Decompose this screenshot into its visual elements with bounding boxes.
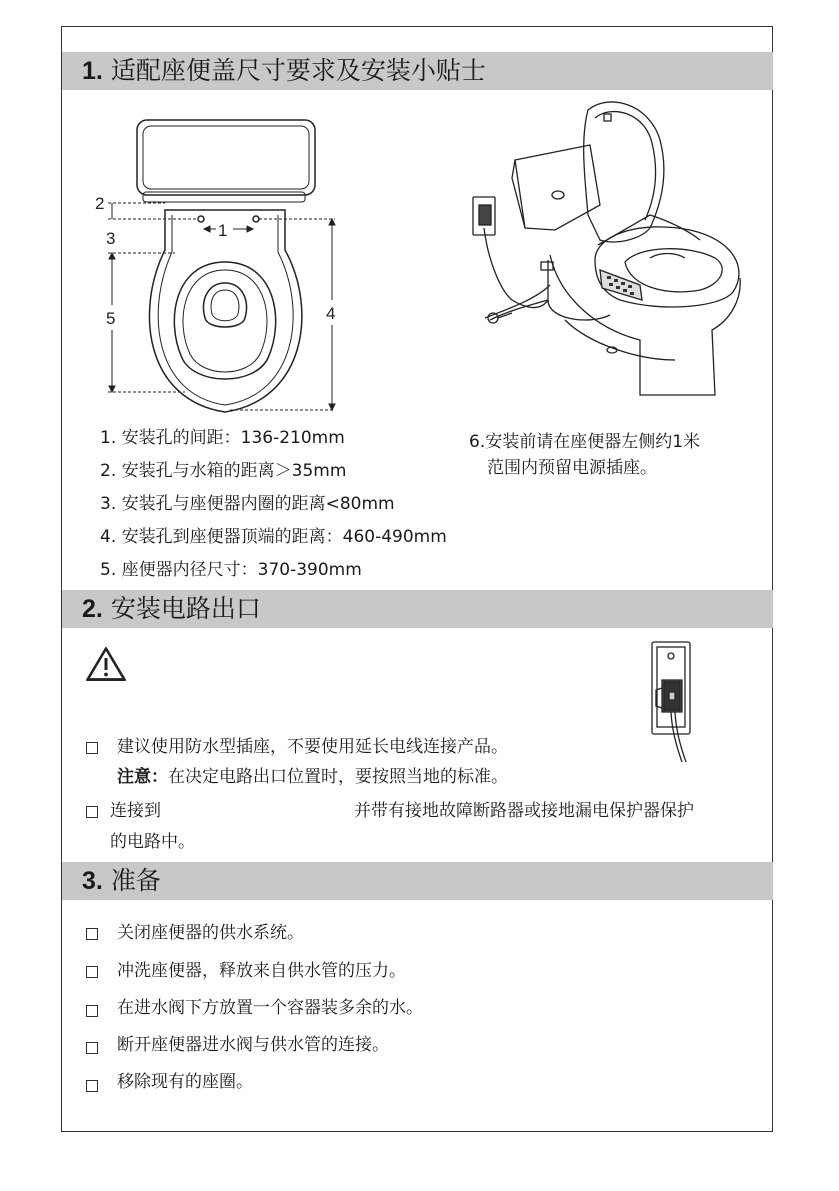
checkbox <box>86 928 98 940</box>
section-title-text: 准备 <box>110 866 161 895</box>
spec-item: 1. 安装孔的间距：136-210mm <box>100 428 345 448</box>
checkbox <box>86 1005 98 1017</box>
checkbox <box>86 806 98 818</box>
electrical-item-1: 建议使用防水型插座，不要使用延长电线连接产品。 <box>117 737 508 757</box>
section-title-text: 适配座便盖尺寸要求及安装小贴士 <box>110 56 486 85</box>
spec-item: 2. 安装孔与水箱的距离＞35mm <box>100 461 347 481</box>
spec-item: 4. 安装孔到座便器顶端的距离：460-490mm <box>100 527 447 547</box>
checkbox <box>86 966 98 978</box>
spec-item: 5. 座便器内径尺寸：370-390mm <box>100 560 362 580</box>
electrical-item-2-end: 并带有接地故障断路器或接地漏电保护器保护 <box>354 801 694 821</box>
section-number: 2. <box>82 595 103 623</box>
checkbox <box>86 1042 98 1054</box>
dim-label-2: 2 <box>95 194 105 213</box>
prep-item: 关闭座便器的供水系统。 <box>117 923 304 943</box>
wall-outlet-icon <box>650 640 695 765</box>
section-header-3 <box>62 862 773 900</box>
section-number: 1. <box>82 57 103 85</box>
prep-item: 断开座便器进水阀与供水管的连接。 <box>117 1035 389 1055</box>
electrical-item-2-start: 连接到 <box>110 801 161 821</box>
dim-label-1: 1 <box>218 221 228 240</box>
electrical-note <box>117 766 508 788</box>
prep-item: 冲洗座便器，释放来自供水管的压力。 <box>117 961 406 981</box>
checkbox <box>86 1080 98 1092</box>
tip-6-line1: 6.安装前请在座便器左侧约1米 <box>469 432 701 452</box>
warning-icon <box>84 645 128 683</box>
prep-item: 移除现有的座圈。 <box>117 1072 253 1092</box>
prep-item: 在进水阀下方放置一个容器装多余的水。 <box>117 998 423 1018</box>
electrical-item-2-cont: 的电路中。 <box>110 832 195 852</box>
spec-item: 3. 安装孔与座便器内圈的距离<80mm <box>100 494 395 514</box>
dim-label-3: 3 <box>106 229 116 248</box>
checkbox <box>86 742 98 754</box>
section-title-text: 安装电路出口 <box>110 594 261 623</box>
note-label: 注意： <box>117 767 168 787</box>
section-number: 3. <box>82 867 103 895</box>
tip-6-line2: 范围内预留电源插座。 <box>487 458 657 478</box>
dim-label-5: 5 <box>106 309 116 328</box>
section-header-2 <box>62 590 773 628</box>
dim-label-4: 4 <box>326 304 336 323</box>
note-text: 在决定电路出口位置时，要按照当地的标准。 <box>168 767 508 787</box>
